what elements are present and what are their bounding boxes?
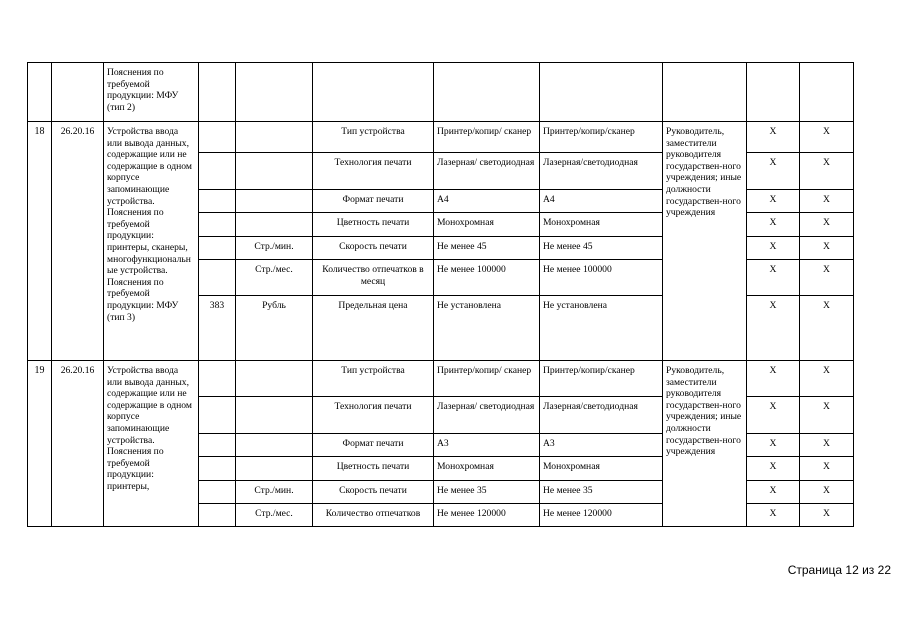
page-number-label: Страница 12 из 22 [787,563,891,577]
cell-code [52,63,104,122]
cell-name: Количество отпечатков [313,504,434,527]
cell-value: Лазерная/ светодиодная [434,397,540,434]
cell-okei [199,361,236,397]
cell-x1: X [747,361,800,397]
cell-name: Формат печати [313,190,434,213]
cell-name: Технология печати [313,397,434,434]
cell-value2 [540,63,663,122]
cell-x2 [800,63,854,122]
cell-value2: А4 [540,190,663,213]
cell-okei: 383 [199,296,236,361]
cell-name: Тип устройства [313,361,434,397]
cell-okei [199,63,236,122]
cell-okei [199,481,236,504]
cell-unit [236,361,313,397]
cell-okei [199,153,236,190]
cell-name: Цветность печати [313,457,434,481]
cell-value2: Лазерная/светодиодная [540,153,663,190]
cell-value: Лазерная/ светодиодная [434,153,540,190]
cell-unit [236,213,313,237]
cell-value2: Монохромная [540,457,663,481]
cell-num [28,63,52,122]
cell-value: Монохромная [434,213,540,237]
cell-name: Формат печати [313,434,434,457]
cell-okei [199,237,236,260]
cell-value: Не менее 45 [434,237,540,260]
cell-name: Предельная цена [313,296,434,361]
cell-unit [236,457,313,481]
cell-description: Пояснения по требуемой продукции: МФУ (тип 2) [104,63,199,122]
cell-value2: Принтер/копир/сканер [540,361,663,397]
row-number: 18 [28,122,52,361]
cell-x1: X [747,397,800,434]
row-description: Устройства ввода или вывода данных, содержащие или не содержащие в одном корпусе запоминающие устройства. Пояснения по требуемой продукции: принтеры, сканеры, многофункциональные устройства. Пояснения по требуемой продукции: МФУ (тип 3) [104,122,199,361]
cell-value [434,63,540,122]
cell-x2: X [800,457,854,481]
cell-x2: X [800,296,854,361]
cell-value: Не менее 120000 [434,504,540,527]
cell-value: Принтер/копир/ сканер [434,122,540,153]
cell-unit: Стр./мин. [236,481,313,504]
table-row [28,361,854,397]
cell-x1: X [747,504,800,527]
cell-x1: X [747,434,800,457]
cell-value2: Лазерная/светодиодная [540,397,663,434]
cell-x2: X [800,481,854,504]
cell-name: Технология печати [313,153,434,190]
cell-value: А4 [434,190,540,213]
cell-x2: X [800,504,854,527]
cell-unit [236,434,313,457]
cell-name: Тип устройства [313,122,434,153]
cell-x2: X [800,361,854,397]
cell-unit: Стр./мин. [236,237,313,260]
cell-value2: Не менее 100000 [540,260,663,296]
cell-x2: X [800,260,854,296]
cell-x1: X [747,190,800,213]
cell-value2: Монохромная [540,213,663,237]
cell-value: Не менее 100000 [434,260,540,296]
cell-value: Монохромная [434,457,540,481]
cell-okei [199,260,236,296]
cell-x1: X [747,296,800,361]
row-code: 26.20.16 [52,122,104,361]
cell-x1: X [747,213,800,237]
cell-x2: X [800,237,854,260]
cell-x1: X [747,153,800,190]
cell-unit [236,397,313,434]
cell-x1: X [747,457,800,481]
cell-x1: X [747,260,800,296]
cell-okei [199,434,236,457]
cell-name: Цветность печати [313,213,434,237]
cell-position [663,63,747,122]
cell-value: А3 [434,434,540,457]
row-number: 19 [28,361,52,527]
cell-name: Скорость печати [313,481,434,504]
cell-okei [199,504,236,527]
cell-okei [199,122,236,153]
cell-x2: X [800,397,854,434]
cell-x2: X [800,153,854,190]
cell-x1: X [747,122,800,153]
cell-value2: Не установлена [540,296,663,361]
cell-x1: X [747,481,800,504]
cell-unit: Стр./мес. [236,504,313,527]
row-position: Руководитель, заместители руководителя государствен-ного учреждения; иные должности государствен-ного учреждения [663,122,747,361]
table-row [28,63,854,122]
cell-okei [199,397,236,434]
cell-name: Количество отпечатков в месяц [313,260,434,296]
requirements-table [27,62,854,527]
row-code: 26.20.16 [52,361,104,527]
row-position: Руководитель, заместители руководителя государствен-ного учреждения; иные должности государствен-ного учреждения [663,361,747,527]
cell-x1: X [747,237,800,260]
cell-value2: Принтер/копир/сканер [540,122,663,153]
cell-value2: Не менее 35 [540,481,663,504]
cell-value: Не установлена [434,296,540,361]
cell-value2: А3 [540,434,663,457]
cell-value: Принтер/копир/ сканер [434,361,540,397]
cell-unit: Рубль [236,296,313,361]
cell-x2: X [800,213,854,237]
cell-okei [199,457,236,481]
cell-name: Скорость печати [313,237,434,260]
cell-okei [199,213,236,237]
cell-x2: X [800,122,854,153]
cell-unit: Стр./мес. [236,260,313,296]
table-row [28,122,854,153]
row-description: Устройства ввода или вывода данных, содержащие или не содержащие в одном корпусе запоминающие устройства. Пояснения по требуемой продукции: принтеры, [104,361,199,527]
cell-unit [236,153,313,190]
cell-value2: Не менее 45 [540,237,663,260]
cell-unit [236,122,313,153]
cell-unit [236,190,313,213]
cell-x1 [747,63,800,122]
cell-value2: Не менее 120000 [540,504,663,527]
cell-x2: X [800,434,854,457]
cell-name [313,63,434,122]
cell-x2: X [800,190,854,213]
cell-value: Не менее 35 [434,481,540,504]
cell-okei [199,190,236,213]
cell-unit [236,63,313,122]
